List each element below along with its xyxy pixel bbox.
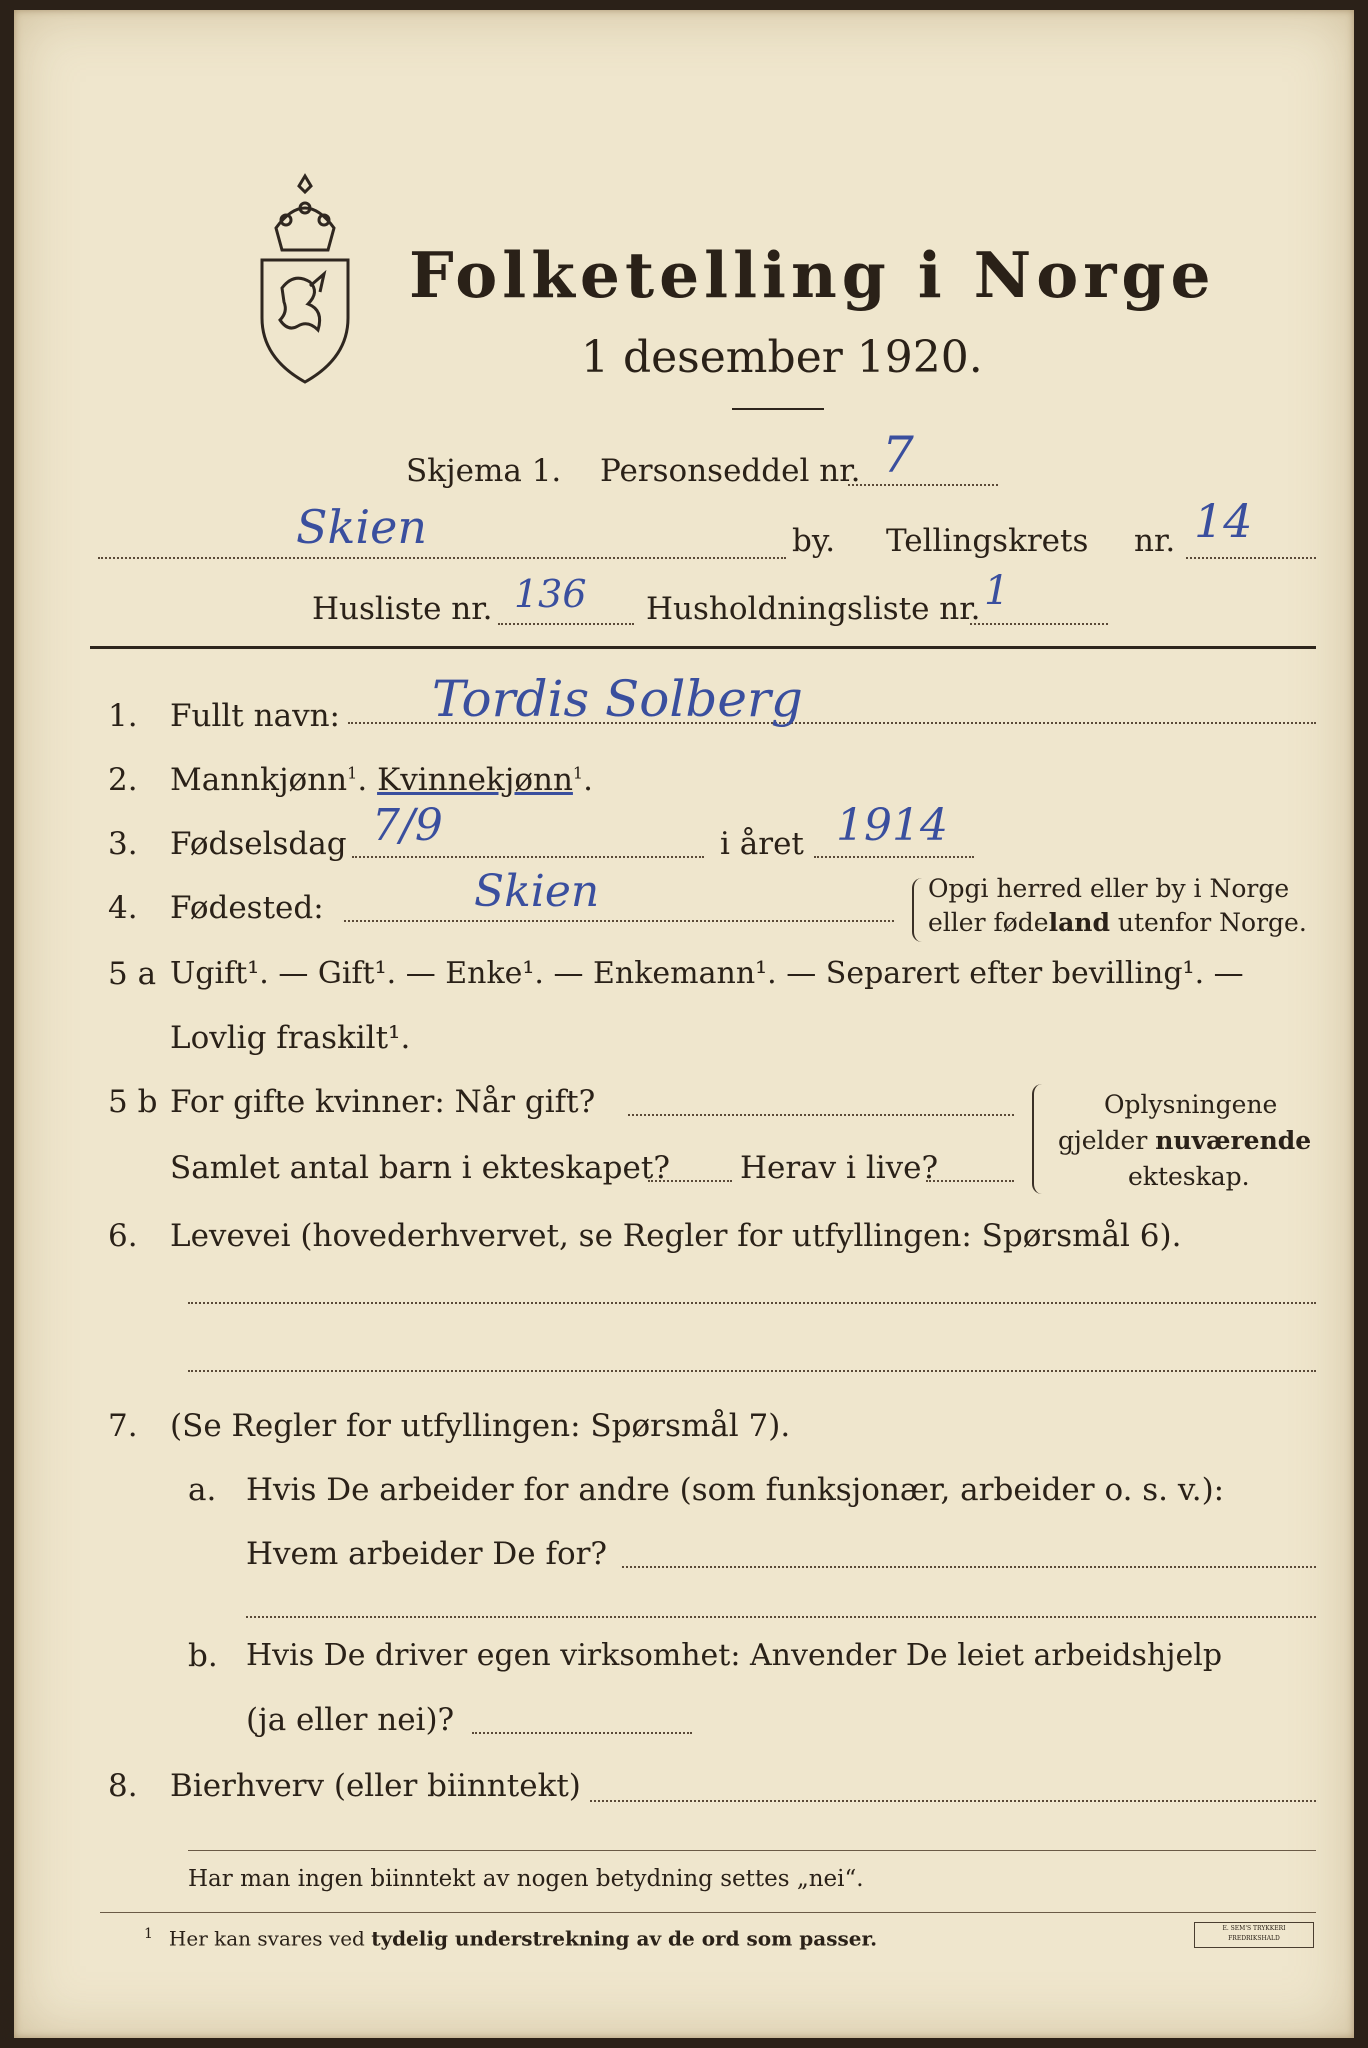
q8-label: Bierhverv (eller biinntekt) xyxy=(170,1768,581,1804)
q6-label: Levevei (hovederhvervet, se Regler for utfyllingen: Spørsmål 6). xyxy=(170,1218,1182,1254)
skjema-label: Skjema 1. xyxy=(406,453,562,489)
q8-number: 8. xyxy=(108,1768,138,1804)
q7a-line2: Hvem arbeider De for? xyxy=(246,1536,608,1572)
q4-value: Skien xyxy=(474,866,600,917)
q6-line1 xyxy=(188,1302,1316,1304)
footer-rule xyxy=(188,1850,1316,1851)
q4-note-line2 xyxy=(928,908,1307,937)
separator: . xyxy=(583,762,593,798)
husliste-value: 136 xyxy=(514,572,587,616)
q7a-letter: a. xyxy=(188,1472,217,1508)
husliste-label: Husliste nr. xyxy=(312,591,493,627)
footnote-ref: 1 xyxy=(347,763,358,783)
q5b-note3: ekteskap. xyxy=(1128,1162,1250,1191)
note-text: gjelder xyxy=(1058,1126,1156,1155)
q5b-note2 xyxy=(1058,1126,1311,1155)
tellingskrets-label: Tellingskrets xyxy=(886,523,1089,559)
form-title: Folketelling i Norge xyxy=(409,238,1216,312)
note-text: utenfor Norge. xyxy=(1109,908,1307,937)
q7b-line1: Hvis De driver egen virksomhet: Anvender De leiet arbeidshjelp xyxy=(246,1638,1223,1673)
separator: . xyxy=(357,762,368,798)
q3-year-line xyxy=(814,856,974,858)
coat-of-arms-icon xyxy=(246,168,364,388)
title-divider xyxy=(732,408,824,410)
q4-note-brace xyxy=(912,878,924,942)
q2-number: 2. xyxy=(108,762,138,798)
footnote-mark: 1 xyxy=(144,1926,153,1942)
q7a-line2-fill xyxy=(622,1566,1316,1568)
note-emphasis: nuværende xyxy=(1155,1126,1312,1155)
q5b-line1: For gifte kvinner: Når gift? xyxy=(170,1084,596,1120)
q3-year-label: i året xyxy=(720,826,804,862)
form-date: 1 desember 1920. xyxy=(581,332,983,383)
q2-label-mann xyxy=(170,762,593,798)
personseddel-value: 7 xyxy=(882,426,914,484)
footnote-text: Her kan svares ved xyxy=(168,1926,372,1951)
q4-label: Fødested: xyxy=(170,890,324,926)
q7b-line2: (ja eller nei)? xyxy=(246,1702,455,1738)
q1-value: Tordis Solberg xyxy=(432,670,803,728)
kvinnekjonn-option: Kvinnekjønn xyxy=(377,762,573,798)
q5b-note-brace xyxy=(1032,1084,1046,1194)
q5b-line2-fill-a xyxy=(648,1180,732,1182)
printer-stamp: E. SEM'S TRYKKERI FREDRIKSHALD xyxy=(1194,1922,1314,1948)
by-line xyxy=(98,557,786,559)
personseddel-label: Personseddel nr. xyxy=(600,453,861,489)
q5a-line1: Ugift¹. — Gift¹. — Enke¹. — Enkemann¹. — Separert efter bevilling¹. — xyxy=(170,956,1244,991)
q4-number: 4. xyxy=(108,890,138,926)
q5b-note1: Oplysningene xyxy=(1104,1090,1278,1119)
tellingskrets-line xyxy=(1186,557,1316,559)
tellingskrets-value: 14 xyxy=(1194,494,1253,548)
footnote-rule xyxy=(100,1912,1316,1913)
mannkjonn-option: Mannkjønn xyxy=(170,762,348,798)
q5b-line2b: Herav i live? xyxy=(740,1150,939,1186)
header-rule xyxy=(90,646,1316,649)
q3-line xyxy=(352,856,704,858)
q5a-number: 5 a xyxy=(108,956,157,992)
q5b-number: 5 b xyxy=(108,1084,158,1120)
q3-value: 7/9 xyxy=(372,800,443,851)
footnote xyxy=(144,1926,877,1951)
husholdning-label: Husholdningsliste nr. xyxy=(646,591,981,627)
q3-number: 3. xyxy=(108,826,138,862)
q5b-line2a: Samlet antal barn i ekteskapet? xyxy=(170,1150,670,1186)
husholdning-value: 1 xyxy=(984,568,1010,614)
q7-label: (Se Regler for utfyllingen: Spørsmål 7). xyxy=(170,1408,791,1444)
q5b-line1-fill xyxy=(628,1114,1014,1116)
q3-year-value: 1914 xyxy=(836,800,948,851)
by-value: Skien xyxy=(296,500,427,554)
husliste-line xyxy=(498,623,634,625)
q7a-extra-line xyxy=(246,1616,1316,1618)
q5a-line2: Lovlig fraskilt¹. xyxy=(170,1020,411,1056)
q5b-line2-fill-b xyxy=(926,1180,1014,1182)
q4-note-line1: Opgi herred eller by i Norge xyxy=(928,874,1290,903)
note-emphasis: land xyxy=(1048,908,1110,937)
census-form-sheet xyxy=(14,10,1354,2038)
q7a-line1: Hvis De arbeider for andre (som funksjonær, arbeider o. s. v.): xyxy=(246,1472,1225,1508)
tellingskrets-nr-label: nr. xyxy=(1134,523,1176,559)
q7b-line2-fill xyxy=(472,1732,692,1734)
footnote-emphasis: tydelig understrekning av de ord som passer. xyxy=(371,1926,878,1951)
q8-line xyxy=(590,1800,1316,1802)
note-text: eller føde xyxy=(928,908,1049,937)
q6-line2 xyxy=(188,1370,1316,1372)
q7b-letter: b. xyxy=(188,1638,218,1674)
personseddel-line xyxy=(848,484,998,486)
q1-number: 1. xyxy=(108,698,138,734)
footnote-ref: 1 xyxy=(572,763,584,783)
footer-note: Har man ingen biinntekt av nogen betydning settes „nei“. xyxy=(188,1866,864,1892)
q7-number: 7. xyxy=(108,1408,138,1444)
q6-number: 6. xyxy=(108,1218,138,1254)
q3-label: Fødselsdag xyxy=(170,826,347,862)
by-label: by. xyxy=(792,523,836,559)
q1-label: Fullt navn: xyxy=(170,698,340,734)
husholdning-line xyxy=(970,623,1108,625)
q4-line xyxy=(344,920,894,922)
